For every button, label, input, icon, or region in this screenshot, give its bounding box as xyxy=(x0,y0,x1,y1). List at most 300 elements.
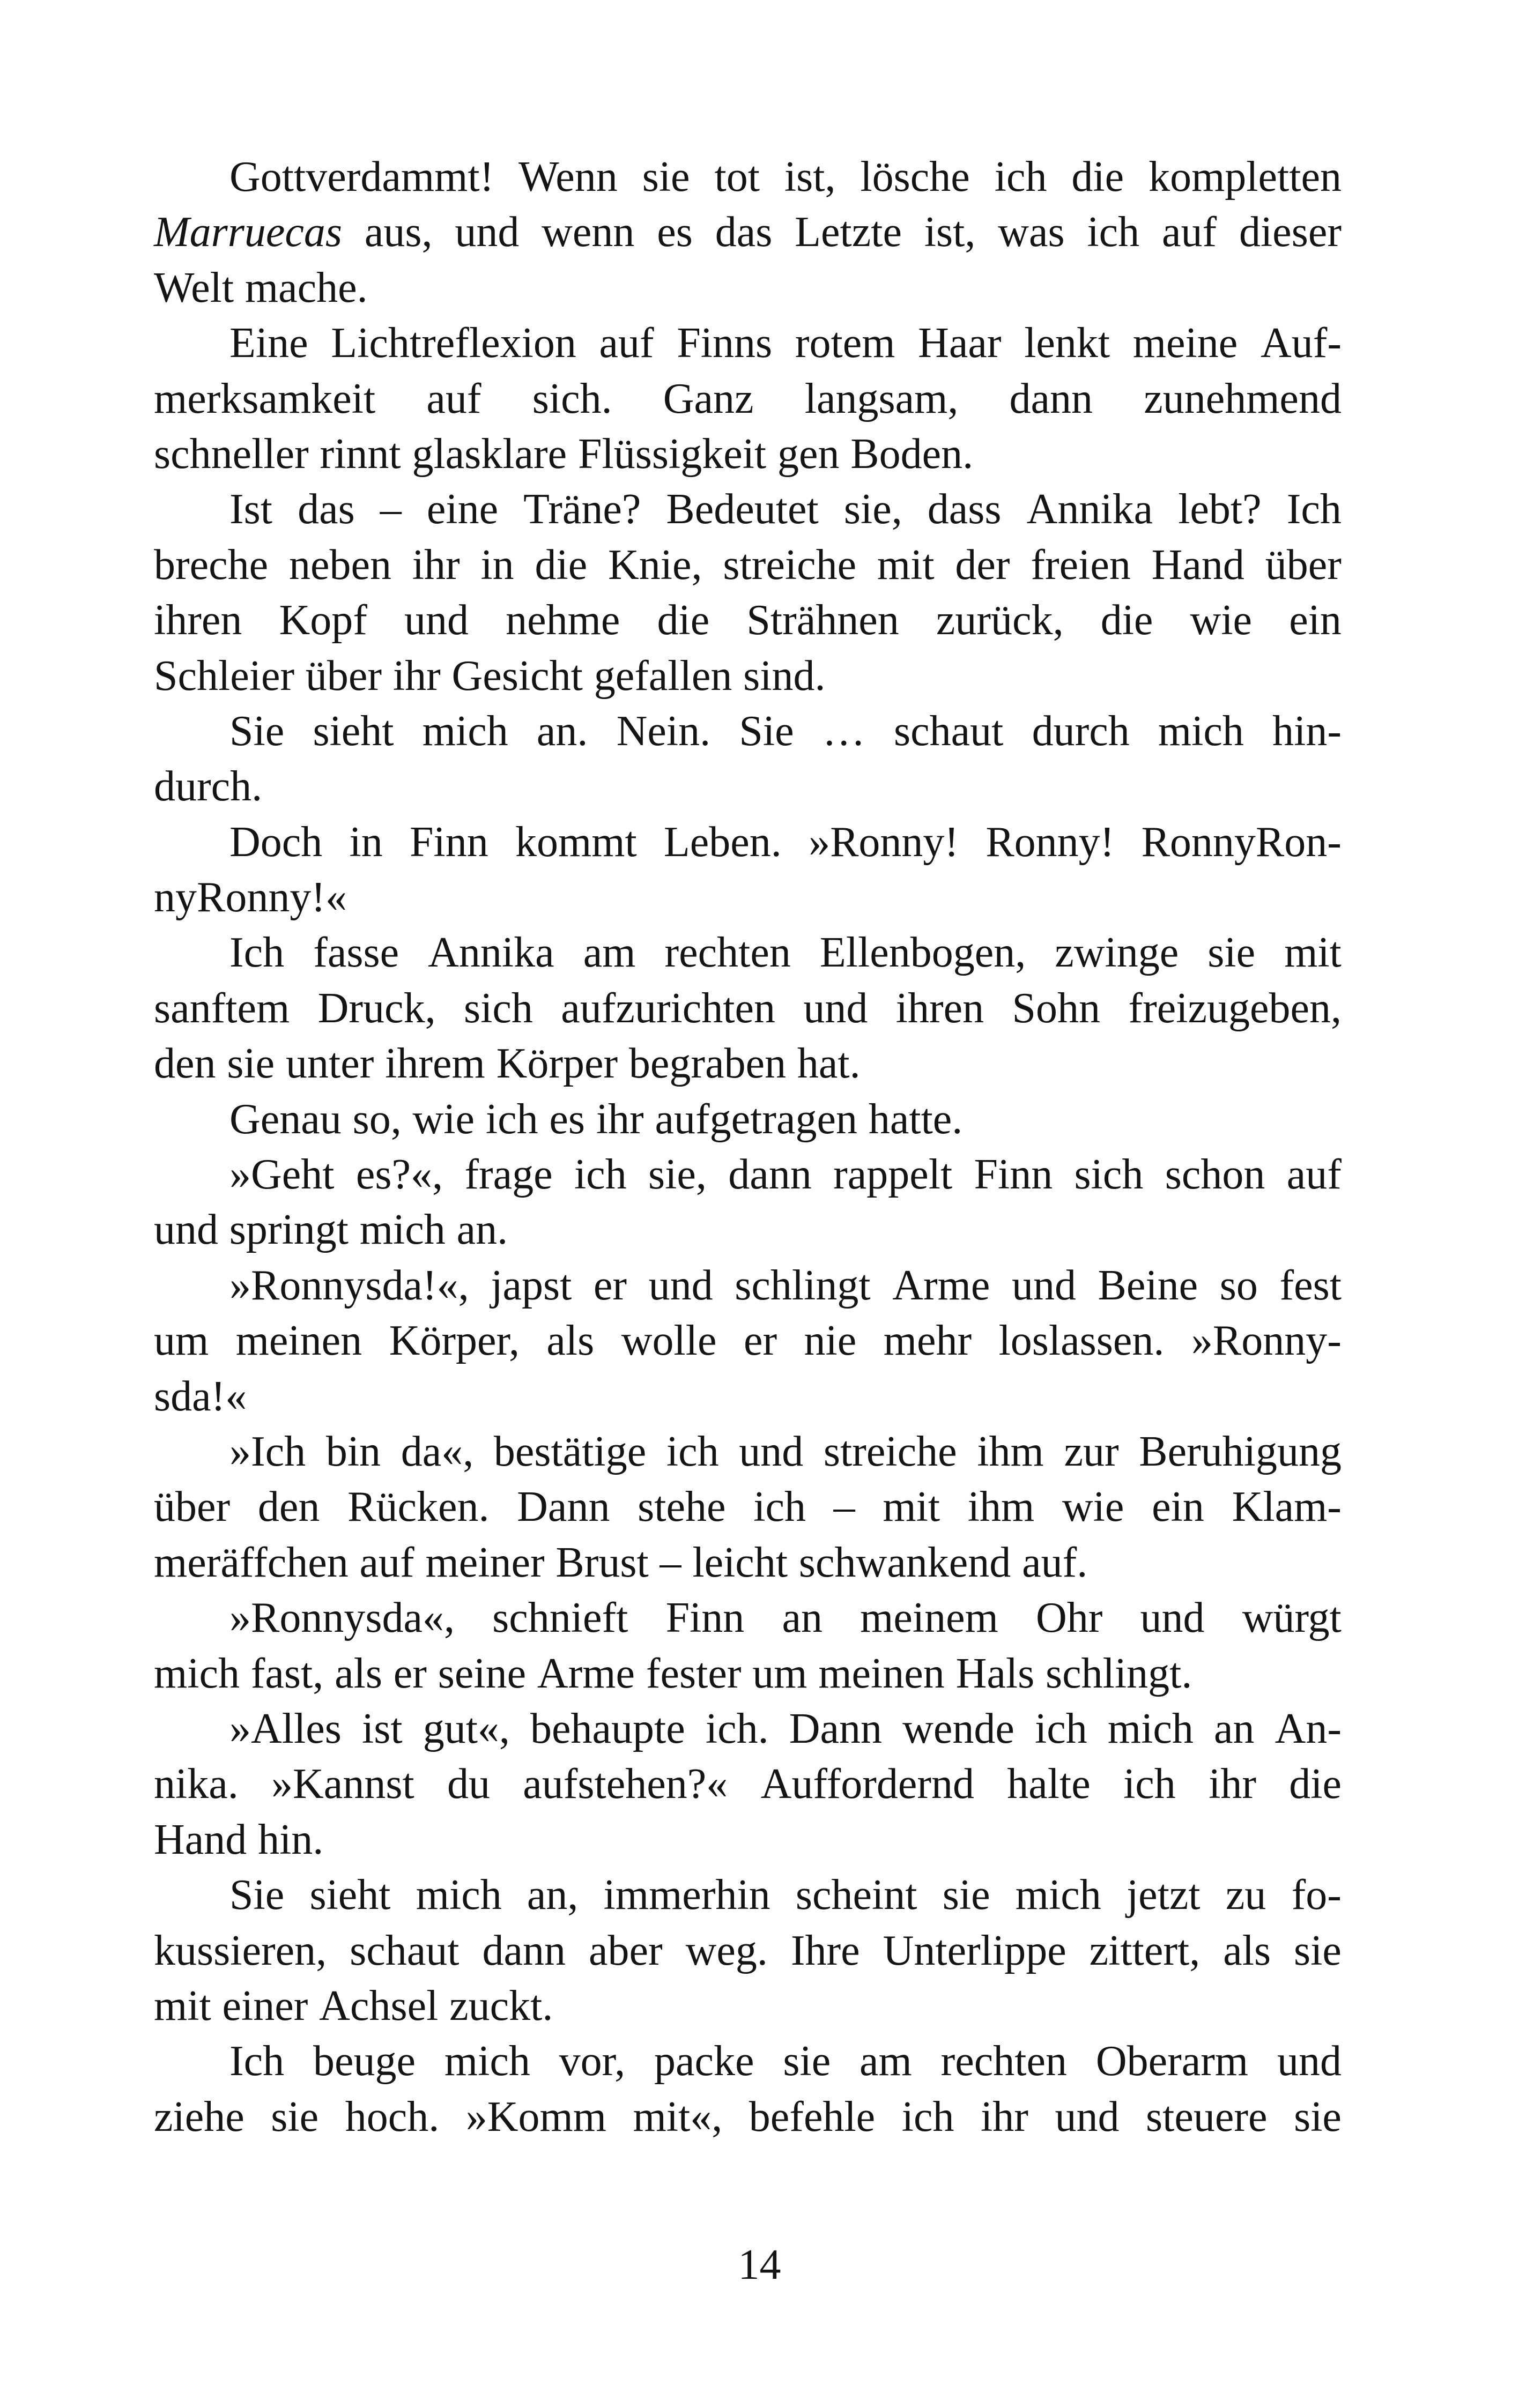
word: Beine xyxy=(1098,1261,1198,1309)
word: »Alles xyxy=(229,1705,342,1752)
word: sieht xyxy=(309,1871,391,1919)
word: da«, xyxy=(401,1428,474,1475)
word: hoch. xyxy=(345,2093,440,2141)
word: Ist xyxy=(229,486,272,533)
word: Ganz xyxy=(663,375,754,422)
word: am xyxy=(859,2038,912,2085)
word: wie xyxy=(1190,597,1253,644)
word: bin xyxy=(325,1428,381,1475)
word: dieser xyxy=(1239,209,1342,256)
word: nyRonny!« xyxy=(154,874,347,921)
word: »Ich xyxy=(229,1428,306,1475)
word: er xyxy=(743,1317,777,1365)
word: Rücken. xyxy=(347,1483,490,1531)
word: Gesicht xyxy=(451,652,583,700)
word: den xyxy=(257,1483,320,1531)
word: sie xyxy=(1294,1927,1342,1974)
word: über xyxy=(305,652,382,700)
text-line xyxy=(154,759,1342,814)
text-line xyxy=(154,1202,1342,1258)
word: sda!« xyxy=(154,1372,247,1420)
word: schaut xyxy=(893,707,1004,755)
word: ich xyxy=(574,1151,627,1199)
word: an xyxy=(782,1594,823,1642)
word: leicht xyxy=(692,1539,788,1586)
word: sanftem xyxy=(154,984,290,1032)
word: durch. xyxy=(154,763,263,811)
text-line xyxy=(154,150,1342,205)
word: die xyxy=(1071,153,1124,200)
word: dann xyxy=(728,1151,812,1199)
word: Ich xyxy=(229,2038,285,2085)
word: auf xyxy=(1161,209,1217,256)
word: Dann xyxy=(517,1483,610,1531)
word: Auffordernd xyxy=(760,1760,974,1808)
word: schlingt xyxy=(735,1261,871,1309)
word: ich. xyxy=(705,1705,769,1752)
text-line xyxy=(154,1868,1342,1923)
word: »Ronnysda!«, xyxy=(229,1261,469,1309)
word: wie xyxy=(412,1095,475,1143)
word: fasse xyxy=(313,929,399,977)
word: ihr xyxy=(1209,1760,1256,1808)
word: Dann xyxy=(789,1705,883,1752)
word: der xyxy=(955,541,1010,589)
word: »Ronny! xyxy=(809,818,959,866)
word: »Geht xyxy=(229,1151,335,1199)
word: ihr xyxy=(596,1095,644,1143)
word: Druck, xyxy=(317,984,436,1032)
text-line xyxy=(154,538,1342,593)
word: Unterlippe xyxy=(883,1927,1066,1974)
word: rappelt xyxy=(833,1151,953,1199)
word: »Kannst xyxy=(271,1760,414,1808)
word: als xyxy=(1223,1927,1271,1974)
word: Ich xyxy=(229,929,285,977)
word: mich xyxy=(1107,1705,1194,1752)
word: ich xyxy=(666,1428,719,1475)
word: vor, xyxy=(559,2038,626,2085)
word: und xyxy=(1055,2093,1120,2141)
word: freien xyxy=(1031,541,1131,589)
word: unter xyxy=(285,1040,374,1088)
word: das xyxy=(298,486,355,533)
word: ihrem xyxy=(385,1040,485,1088)
word: auf xyxy=(599,319,654,367)
word: begraben xyxy=(628,1040,787,1088)
text-line xyxy=(154,649,1342,704)
word: nika. xyxy=(154,1760,239,1808)
word: mich xyxy=(422,707,508,755)
word: Finn xyxy=(974,1151,1053,1199)
word: an. xyxy=(536,707,588,755)
word: loslassen. xyxy=(998,1317,1165,1365)
word: gen xyxy=(777,430,840,478)
word: und xyxy=(739,1428,804,1475)
text-line xyxy=(154,1701,1342,1757)
page-number: 14 xyxy=(738,2241,781,2288)
word: Ellenbogen, xyxy=(819,929,1026,977)
word: es xyxy=(549,1095,586,1143)
word: nehme xyxy=(506,597,620,644)
word: Hals xyxy=(955,1649,1035,1697)
word: Letzte xyxy=(795,209,902,256)
word: frage xyxy=(464,1151,553,1199)
word: RonnyRon- xyxy=(1141,818,1342,866)
body-text xyxy=(154,150,1342,2145)
word: steuere xyxy=(1145,2093,1268,2141)
word: Boden. xyxy=(850,430,974,478)
word: Träne? xyxy=(523,486,641,533)
text-line xyxy=(154,1480,1342,1535)
word: fester xyxy=(646,1649,742,1697)
word: langsam, xyxy=(804,375,959,422)
word: ihr xyxy=(392,652,441,700)
word: gut«, xyxy=(423,1705,510,1752)
word: wie xyxy=(1062,1483,1124,1531)
word: Finn xyxy=(410,818,488,866)
word: Ich xyxy=(1286,486,1342,533)
word: und xyxy=(404,597,469,644)
word: aufgetragen xyxy=(655,1095,858,1143)
word: ich xyxy=(1087,209,1140,256)
word: glasklare xyxy=(412,430,567,478)
word: sie xyxy=(227,1040,275,1088)
word: ist xyxy=(361,1705,403,1752)
word: Klam- xyxy=(1232,1483,1342,1531)
word: sie, xyxy=(843,486,902,533)
word: das xyxy=(715,209,773,256)
word: und xyxy=(154,1206,218,1254)
word: an. xyxy=(456,1206,508,1254)
word: Arme xyxy=(537,1649,635,1697)
word: sie xyxy=(942,1871,990,1919)
word: in xyxy=(349,818,383,866)
word: sie xyxy=(271,2093,319,2141)
word: ich xyxy=(1035,1705,1087,1752)
word: mehr xyxy=(883,1317,972,1365)
word: stehe xyxy=(638,1483,726,1531)
word: meinen xyxy=(818,1649,945,1697)
word: schon xyxy=(1165,1151,1265,1199)
text-line xyxy=(154,870,1342,925)
word: Finn xyxy=(665,1594,745,1642)
word: meiner xyxy=(425,1539,545,1586)
word: rinnt xyxy=(320,430,401,478)
word: ihr xyxy=(981,2093,1028,2141)
text-line xyxy=(154,704,1342,759)
word: fo- xyxy=(1291,1871,1342,1919)
word: fest xyxy=(1279,1261,1342,1309)
text-line xyxy=(154,1535,1342,1591)
text-line xyxy=(154,482,1342,537)
word: schnieft xyxy=(492,1594,628,1642)
text-line xyxy=(154,1757,1342,1812)
word: ziehe xyxy=(154,2093,244,2141)
word: bestätige xyxy=(493,1428,647,1475)
text-line xyxy=(154,1646,1342,1701)
word: mit xyxy=(877,541,935,589)
word: streiche xyxy=(723,541,857,589)
word: dann xyxy=(482,1927,566,1974)
word: ihr xyxy=(412,541,460,589)
text-line xyxy=(154,1979,1342,2034)
word: dann xyxy=(1009,375,1093,422)
word: als xyxy=(335,1649,382,1697)
word: einer xyxy=(222,1982,308,2030)
word: mich xyxy=(1158,707,1244,755)
word: sieht xyxy=(313,707,394,755)
word: Auf- xyxy=(1260,319,1342,367)
word: aufzurichten xyxy=(561,984,775,1032)
text-line xyxy=(154,1424,1342,1480)
word: lösche xyxy=(860,153,970,200)
word: Ronny! xyxy=(986,818,1115,866)
word: an, xyxy=(527,1871,579,1919)
word: zu xyxy=(1225,1871,1266,1919)
word: es?«, xyxy=(355,1151,443,1199)
text-line xyxy=(154,316,1342,371)
word: Ihre xyxy=(790,1927,860,1974)
word: jetzt xyxy=(1126,1871,1201,1919)
text-line xyxy=(154,1313,1342,1369)
word: über xyxy=(154,1483,231,1531)
word: Wenn xyxy=(518,153,618,200)
word: – xyxy=(380,486,402,533)
word: »Komm xyxy=(465,2093,607,2141)
word: lebt? xyxy=(1178,486,1262,533)
word: schneller xyxy=(154,430,309,478)
word: scheint xyxy=(795,1871,917,1919)
word: weg. xyxy=(685,1927,768,1974)
word: breche xyxy=(154,541,269,589)
word: Kopf xyxy=(279,597,367,644)
word: als xyxy=(546,1317,595,1365)
word: … xyxy=(822,707,865,755)
word: die xyxy=(657,597,710,644)
word: wolle xyxy=(621,1317,717,1365)
word: und xyxy=(648,1261,713,1309)
word: packe xyxy=(654,2038,754,2085)
text-line xyxy=(154,1591,1342,1646)
word: sie xyxy=(1294,2093,1342,2141)
word: hatte. xyxy=(868,1095,963,1143)
word: aus, xyxy=(364,209,433,256)
word: freizugeben, xyxy=(1128,984,1342,1032)
word: um xyxy=(154,1317,209,1365)
word: an xyxy=(1213,1705,1255,1752)
word: rechten xyxy=(940,2038,1068,2085)
word: sie xyxy=(642,153,690,200)
word: rotem xyxy=(795,319,895,367)
word: immerhin xyxy=(603,1871,770,1919)
word: kussieren, xyxy=(154,1927,327,1974)
text-line xyxy=(154,815,1342,870)
word: ihren xyxy=(895,984,984,1032)
word: Welt xyxy=(154,264,234,311)
word: meräffchen xyxy=(154,1539,349,1586)
word: in xyxy=(480,541,514,589)
word: mich xyxy=(154,1649,240,1697)
word: mit«, xyxy=(633,2093,723,2141)
word: hin. xyxy=(258,1816,324,1863)
word: eine xyxy=(426,486,499,533)
word: Sie xyxy=(229,1871,285,1919)
word: Flüssigkeit xyxy=(577,430,767,478)
word: schlingt. xyxy=(1046,1649,1192,1697)
word: zittert, xyxy=(1089,1927,1201,1974)
word: Hand xyxy=(154,1816,247,1863)
word: Oberarm xyxy=(1095,2038,1249,2085)
word: fast, xyxy=(250,1649,324,1697)
word: befehle xyxy=(749,2093,876,2141)
word: und xyxy=(1277,2038,1342,2085)
word: Arme xyxy=(892,1261,990,1309)
word: sie, xyxy=(648,1151,707,1199)
word: ein xyxy=(1152,1483,1204,1531)
word: ist, xyxy=(924,209,976,256)
word: Hand xyxy=(1151,541,1244,589)
text-line xyxy=(154,1036,1342,1091)
word: aber xyxy=(588,1927,663,1974)
word: Beruhigung xyxy=(1139,1428,1342,1475)
word: um xyxy=(752,1649,807,1697)
word: nie xyxy=(804,1317,857,1365)
word: mich xyxy=(1015,1871,1101,1919)
word: Strähnen xyxy=(746,597,899,644)
text-line xyxy=(154,981,1342,1036)
word: was xyxy=(998,209,1065,256)
word: die xyxy=(535,541,588,589)
word: und xyxy=(1011,1261,1076,1309)
word: so xyxy=(1219,1261,1258,1309)
word: du xyxy=(447,1760,490,1808)
word: Annika xyxy=(428,929,554,977)
word: japst xyxy=(491,1261,572,1309)
text-line xyxy=(154,925,1342,980)
word: ein xyxy=(1289,597,1342,644)
word: Bedeutet xyxy=(666,486,819,533)
word: Marruecas xyxy=(154,209,343,256)
word: kommt xyxy=(515,818,637,866)
text-line xyxy=(154,427,1342,482)
word: meine xyxy=(1132,319,1238,367)
word: Lichtreflexion xyxy=(331,319,576,367)
word: durch xyxy=(1032,707,1130,755)
word: halte xyxy=(1007,1760,1091,1808)
word: zwinge xyxy=(1055,929,1179,977)
word: zurück, xyxy=(936,597,1064,644)
word: wenn xyxy=(542,209,635,256)
word: zunehmend xyxy=(1144,375,1342,422)
word: Leben. xyxy=(663,818,782,866)
text-line xyxy=(154,1258,1342,1313)
word: springt xyxy=(229,1206,349,1254)
word: sind. xyxy=(743,652,826,700)
word: meinem xyxy=(860,1594,998,1642)
word: zuckt. xyxy=(449,1982,553,2030)
word: am xyxy=(583,929,636,977)
word: »Ronny- xyxy=(1191,1317,1342,1365)
word: gefallen xyxy=(594,652,732,700)
word: aufstehen?« xyxy=(523,1760,728,1808)
word: sie xyxy=(783,2038,831,2085)
word: ihren xyxy=(154,597,242,644)
word: Körper, xyxy=(389,1317,520,1365)
word: mich xyxy=(359,1206,446,1254)
word: merksamkeit xyxy=(154,375,376,422)
word: mich xyxy=(416,1871,502,1919)
word: auf xyxy=(426,375,481,422)
word: mit xyxy=(1284,929,1342,977)
word: mich xyxy=(444,2038,530,2085)
word: kompletten xyxy=(1148,153,1342,200)
word: streiche xyxy=(823,1428,957,1475)
word: An- xyxy=(1275,1705,1342,1752)
word: dass xyxy=(927,486,1002,533)
word: schaut xyxy=(350,1927,460,1974)
word: Doch xyxy=(229,818,323,866)
word: Genau xyxy=(229,1095,342,1143)
word: Sohn xyxy=(1012,984,1101,1032)
word: wende xyxy=(902,1705,1014,1752)
word: sie xyxy=(1207,929,1256,977)
word: den xyxy=(154,1040,216,1088)
word: sich xyxy=(463,984,533,1032)
word: ist, xyxy=(784,153,836,200)
word: ich xyxy=(994,153,1047,200)
word: Nein. xyxy=(616,707,711,755)
word: – xyxy=(833,1483,855,1531)
text-line xyxy=(154,261,1342,316)
word: Schleier xyxy=(154,652,295,700)
word: hat. xyxy=(797,1040,861,1088)
word: ihm xyxy=(977,1428,1044,1475)
text-line xyxy=(154,1923,1342,1979)
word: Ohr xyxy=(1035,1594,1103,1642)
text-line xyxy=(154,1092,1342,1147)
text-line xyxy=(154,371,1342,427)
word: seine xyxy=(438,1649,527,1697)
word: auf xyxy=(359,1539,414,1586)
word: lenkt xyxy=(1024,319,1110,367)
word: »Ronnysda«, xyxy=(229,1594,455,1642)
word: meinen xyxy=(235,1317,362,1365)
word: mit xyxy=(154,1982,211,2030)
word: mache. xyxy=(244,264,368,311)
word: und xyxy=(455,209,520,256)
word: und xyxy=(803,984,868,1032)
word: er xyxy=(593,1261,627,1309)
word: und xyxy=(1140,1594,1205,1642)
word: hin- xyxy=(1272,707,1342,755)
word: behaupte xyxy=(530,1705,685,1752)
word: beuge xyxy=(313,2038,416,2085)
text-line xyxy=(154,205,1342,260)
text-line xyxy=(154,1147,1342,1202)
text-line xyxy=(154,593,1342,648)
word: Sie xyxy=(739,707,794,755)
text-line xyxy=(154,1812,1342,1868)
word: Knie, xyxy=(608,541,702,589)
word: zur xyxy=(1064,1428,1119,1475)
word: Haar xyxy=(918,319,1002,367)
word: neben xyxy=(288,541,391,589)
word: Annika xyxy=(1026,486,1153,533)
word: auf. xyxy=(1022,1539,1088,1586)
text-line xyxy=(154,2034,1342,2089)
word: rechten xyxy=(664,929,791,977)
